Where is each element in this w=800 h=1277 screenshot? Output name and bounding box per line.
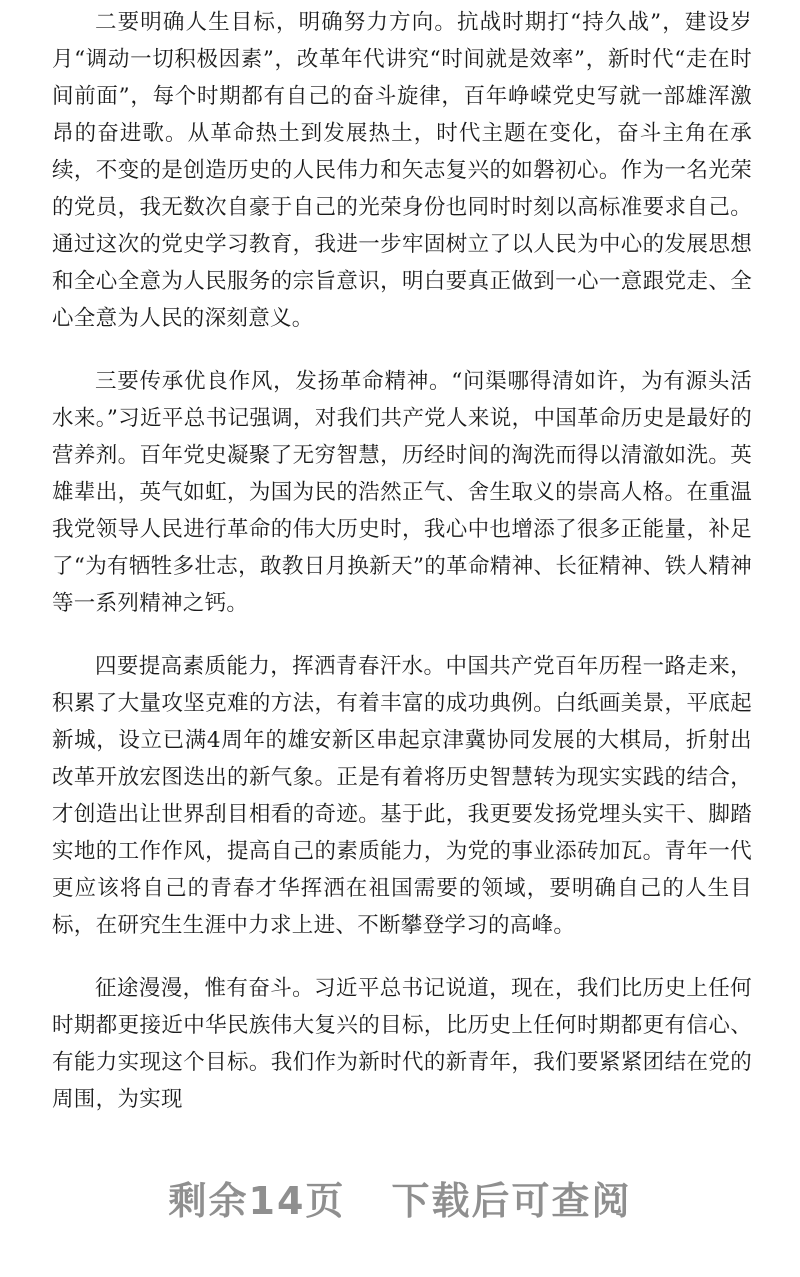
paragraph-ability: 四要提高素质能力，挥洒青春汗水。中国共产党百年历程一路走来，积累了大量攻坚克难的方法，有着丰富的成功典例。白纸画美景，平底起新城，设立已满4周年的雄安新区串起京津冀协同发展的大棋局，折射出改革开放宏图迭出的新气象。正是有着将历史智慧转为现实实践的结合，才创造出让世界刮目相看的奇迹。基于此，我更要发扬党埋头实干、脚踏实地的工作作风，提高自己的素质能力，为党的事业添砖加瓦。青年一代更应该将自己的青春才华挥洒在祖国需要的领域，要明确自己的人生目标，在研究生生涯中力求上进、不断攀登学习的高峰。	[52, 654, 752, 938]
paragraph-spirit: 三要传承优良作风，发扬革命精神。“问渠哪得清如许，为有源头活水来。”习近平总书记强调，对我们共产党人来说，中国革命历史是最好的营养剂。百年党史凝聚了无穷智慧，历经时间的淘洗而得以清澈如洗。英雄辈出，英气如虹，为国为民的浩然正气、舍生取义的崇高人格。在重温我党领导人民进行革命的伟大历史时，我心中也增添了很多正能量，补足了“为有牺牲多壮志，敢教日月换新天”的革命精神、长征精神、铁人精神等一系列精神之钙。	[52, 369, 752, 616]
remaining-pages-label: 剩余14页	[168, 1179, 346, 1223]
document-body	[52, 4, 752, 1144]
paragraph-journey: 征途漫漫，惟有奋斗。习近平总书记说道，现在，我们比历史上任何时期都更接近中华民族伟大复兴的目标，比历史上任何时期都更有信心、有能力实现这个目标。我们作为新时代的新青年，我们要紧紧团结在党的周围，为实现	[52, 976, 752, 1112]
download-prompt-banner[interactable]	[0, 1170, 800, 1225]
paragraph-goals: 二要明确人生目标，明确努力方向。抗战时期打“持久战”，建设岁月“调动一切积极因素”，改革年代讲究“时间就是效率”，新时代“走在时间前面”，每个时期都有自己的奋斗旋律，百年峥嵘党史写就一部雄浑激昂的奋进歌。从革命热土到发展热土，时代主题在变化，奋斗主角在承续，不变的是创造历史的人民伟力和矢志复兴的如磐初心。作为一名光荣的党员，我无数次自豪于自己的光荣身份也同时时刻以高标准要求自己。通过这次的党史学习教育，我进一步牢固树立了以人民为中心的发展思想和全心全意为人民服务的宗旨意识，明白要真正做到一心一意跟党走、全心全意为人民的深刻意义。	[52, 10, 752, 331]
download-prompt-label: 下载后可查阅	[391, 1179, 632, 1223]
